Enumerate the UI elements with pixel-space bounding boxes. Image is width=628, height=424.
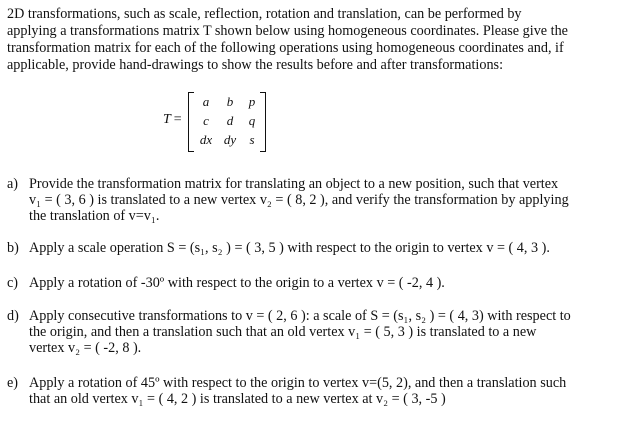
question-line: Apply a scale operation S = (s₁, s₂ ) = ( 3, 5 ) with respect to the origin to vertex v = ( 4, 3 ). [29, 240, 550, 256]
question-tag: c) [7, 275, 19, 291]
matrix-label [163, 112, 182, 128]
question-line: Apply consecutive transformations to v = ( 2, 6 ): a scale of S = (s₁, s₂ ) = ( 4, 3) with respect to [29, 308, 571, 324]
question-tag: a) [7, 176, 19, 192]
matrix-cell: c [203, 113, 209, 128]
question-tag: e) [7, 375, 19, 391]
intro-paragraph [7, 6, 619, 74]
matrix-cell: a [202, 94, 210, 109]
matrix-cell: dy [223, 132, 237, 147]
intro-line: 2D transformations, such as scale, reflection, rotation and translation, can be performed by [7, 6, 522, 22]
matrix-left-bracket [188, 92, 194, 152]
matrix-cell: dx [199, 132, 213, 147]
intro-line: applicable, provide hand-drawings to show the results before and after transformations: [7, 57, 504, 73]
question-line: vertex v₂ = ( -2, 8 ). [29, 340, 142, 356]
matrix-name: T [163, 112, 171, 127]
matrix-equals: = [173, 112, 182, 127]
intro-line: applying a transformations matrix T shown below using homogeneous coordinates. Please give the [7, 23, 568, 39]
question-tag: d) [7, 308, 19, 324]
matrix-cell: d [226, 113, 234, 128]
matrix-cell: q [248, 113, 256, 128]
question-line: the translation of v=v₁. [29, 208, 160, 224]
question-line: Apply a rotation of 45º with respect to the origin to vertex v=(5, 2), and then a translation such [29, 375, 567, 391]
matrix-cell: s [249, 132, 255, 147]
question-line: Provide the transformation matrix for translating an object to a new position, such that vertex [29, 176, 559, 192]
intro-line: transformation matrix for each of the following operations using homogeneous coordinates and, if [7, 40, 564, 56]
matrix-cell: b [226, 94, 234, 109]
question-tag: b) [7, 240, 19, 256]
question-line: that an old vertex v₁ = ( 4, 2 ) is translated to a new vertex at v₂ = ( 3, -5 ) [29, 391, 446, 407]
matrix-cell: p [248, 94, 256, 109]
question-line: the origin, and then a translation such that an old vertex v₁ = ( 5, 3 ) is translated to a new [29, 324, 537, 340]
question-line: Apply a rotation of -30º with respect to the origin to a vertex v = ( -2, 4 ). [29, 275, 445, 291]
transformation-matrix [163, 90, 303, 154]
question-line: v₁ = ( 3, 6 ) is translated to a new vertex v₂ = ( 8, 2 ), and verify the transformation by applying [29, 192, 569, 208]
